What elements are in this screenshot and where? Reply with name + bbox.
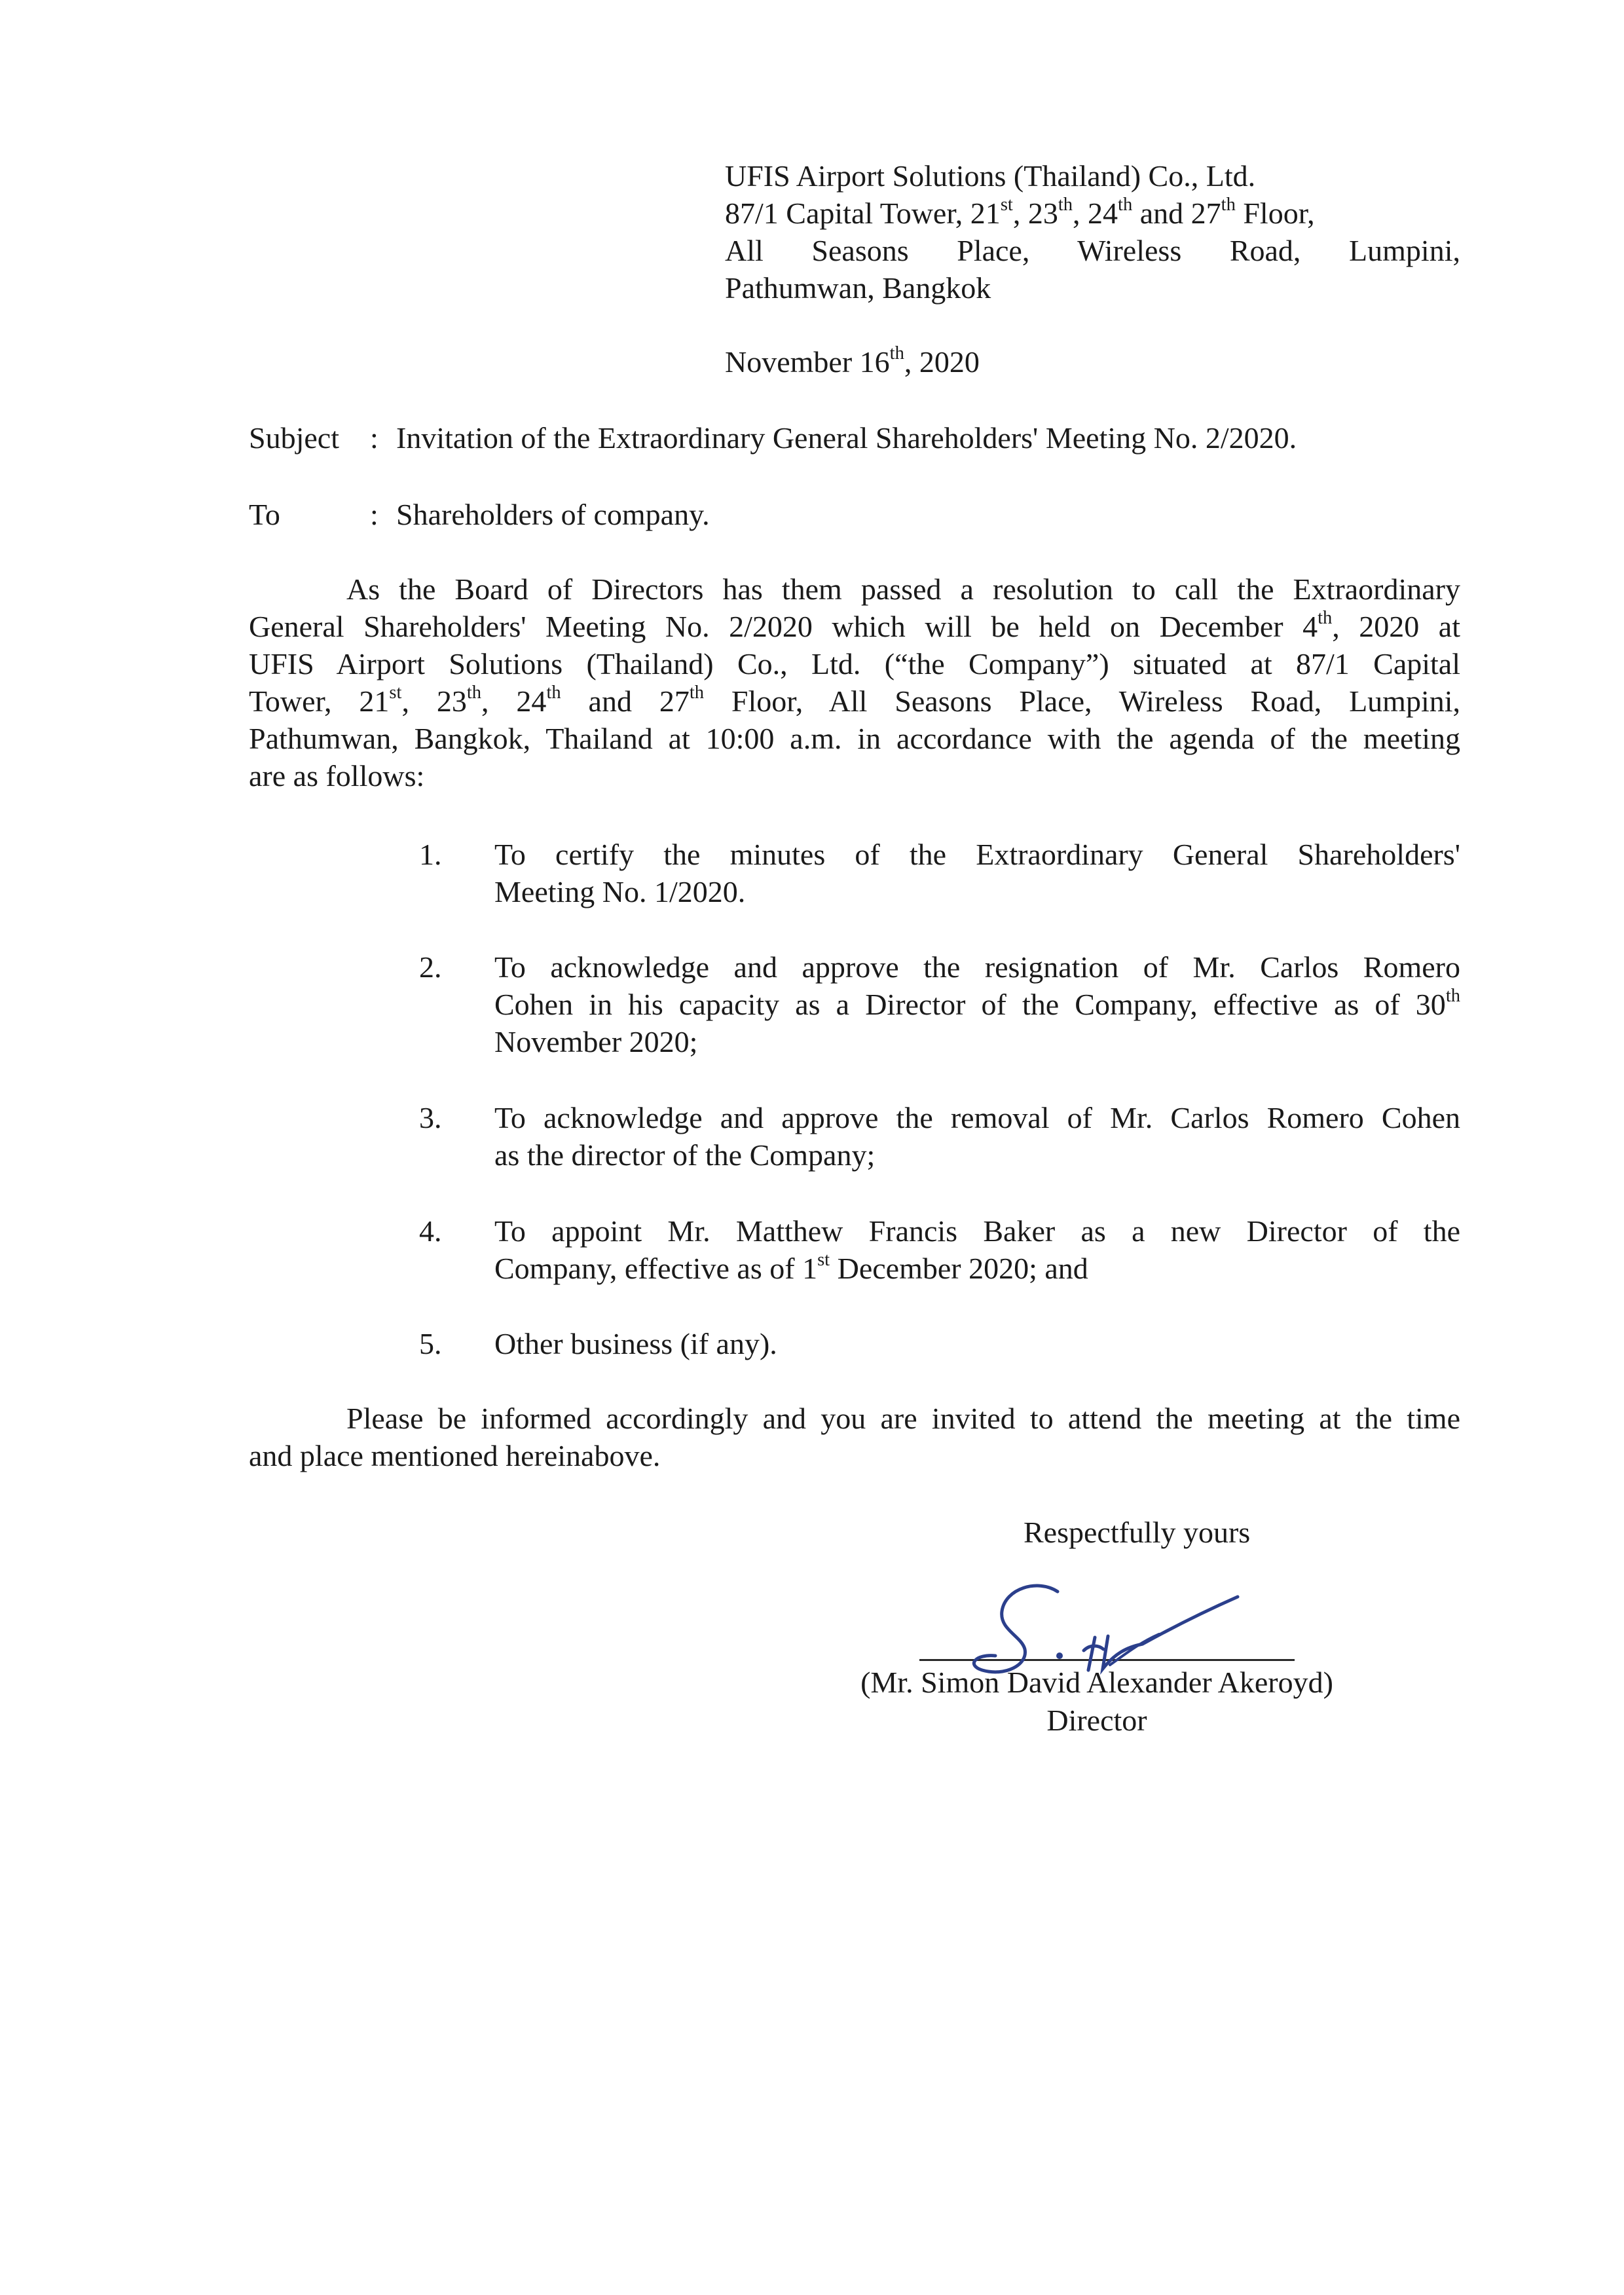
- body-line-1: As the Board of Directors has them passed a resolution to call the Extraordinary: [346, 572, 1460, 606]
- agenda-number: 4.: [419, 1214, 442, 1248]
- subject-label: Subject: [249, 421, 339, 455]
- letterhead: [725, 157, 1460, 307]
- agenda-text: Other business (if any).: [494, 1327, 777, 1360]
- body-line-2: General Shareholders' Meeting No. 2/2020 which will be held on December 4th, 2020 at: [249, 608, 1460, 643]
- address-line-2: All Seasons Place, Wireless Road, Lumpini,: [725, 234, 1460, 267]
- closing-paragraph: [249, 1400, 1460, 1474]
- agenda-number: 3.: [419, 1101, 442, 1134]
- to-text: Shareholders of company.: [396, 498, 710, 531]
- subject-text: Invitation of the Extraordinary General Shareholders' Meeting No. 2/2020.: [396, 421, 1297, 455]
- body-line-5: Pathumwan, Bangkok, Thailand at 10:00 a.m. in accordance with the agenda of the meeting: [249, 722, 1460, 755]
- address-line-3: Pathumwan, Bangkok: [725, 271, 991, 305]
- body-line-3: UFIS Airport Solutions (Thailand) Co., Ltd. (“the Company”) situated at 87/1 Capital: [249, 647, 1460, 681]
- agenda-number: 2.: [419, 950, 442, 984]
- body-line-6: are as follows:: [249, 759, 425, 793]
- closing-line-2: and place mentioned hereinabove.: [249, 1439, 661, 1472]
- agenda-number: 1.: [419, 838, 442, 871]
- to-colon: :: [370, 498, 378, 531]
- agenda-text: To appoint Mr. Matthew Francis Baker as a new Director of the Company, effective as of 1st December 2020; and: [494, 1214, 1460, 1285]
- agenda-text: To acknowledge and approve the resignation of Mr. Carlos Romero Cohen in his capacity as a Director of the Company, effective as of 30th November 2020;: [494, 950, 1460, 1058]
- letter-date: November 16th, 2020: [725, 343, 980, 379]
- agenda-text: To acknowledge and approve the removal of Mr. Carlos Romero Cohen as the director of the Company;: [494, 1101, 1460, 1172]
- company-name: UFIS Airport Solutions (Thailand) Co., Ltd.: [725, 159, 1256, 193]
- sign-off: Respectfully yours: [1024, 1516, 1251, 1549]
- address-line-1: 87/1 Capital Tower, 21st, 23th, 24th and 27th Floor,: [725, 195, 1315, 230]
- body-line-4: Tower, 21st, 23th, 24th and 27th Floor, All Seasons Place, Wireless Road, Lumpini,: [249, 682, 1461, 718]
- subject-colon: :: [370, 421, 378, 455]
- signer-role: Director: [1046, 1704, 1147, 1737]
- body-paragraph: [249, 570, 1460, 794]
- closing-line-1: Please be informed accordingly and you are invited to attend the meeting at the time: [346, 1402, 1460, 1435]
- to-label: To: [249, 498, 280, 531]
- agenda-number: 5.: [419, 1327, 442, 1360]
- agenda-text: To certify the minutes of the Extraordinary General Shareholders' Meeting No. 1/2020.: [494, 838, 1460, 908]
- signer-name: (Mr. Simon David Alexander Akeroyd): [860, 1666, 1333, 1699]
